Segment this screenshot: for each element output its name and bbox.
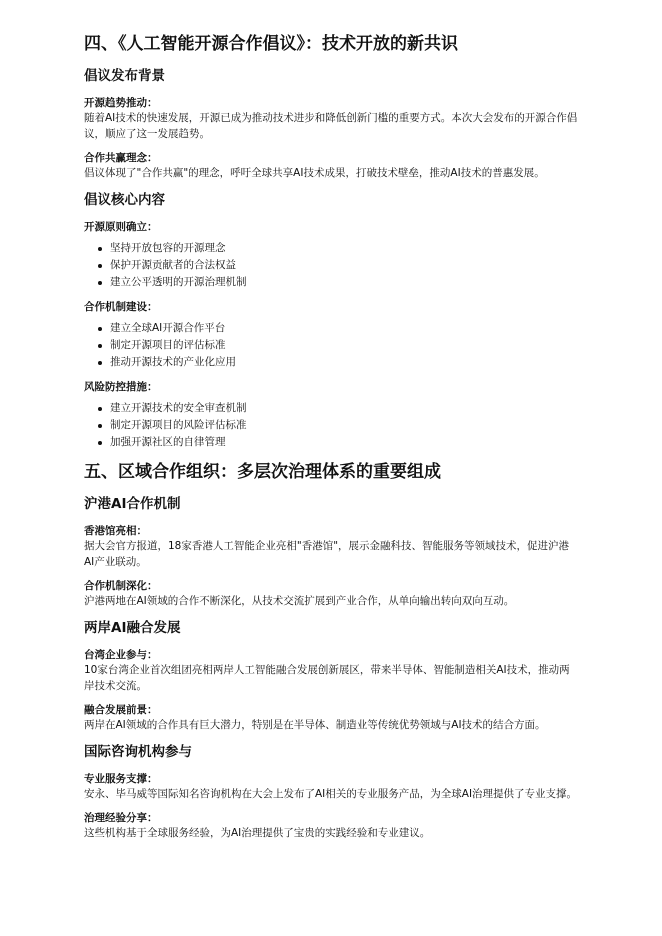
bullet-list [84,320,578,371]
section-5-title: 五、区域合作组织：多层次治理体系的重要组成 [84,462,441,482]
item-label: 台湾企业参与： [84,649,158,661]
group-label: 合作机制建设： [84,301,158,313]
subsection-background-heading: 倡议发布背景 [84,68,165,84]
group-label: 风险防控措施： [84,381,158,393]
subsection-intl-heading: 国际咨询机构参与 [84,744,192,760]
item-label: 合作机制深化： [84,580,158,592]
subsection-core-heading: 倡议核心内容 [84,192,165,208]
item-text: 10家台湾企业首次组团亮相两岸人工智能融合发展创新展区，带来半导体、智能制造相关AI技术，推动两岸技术交流。 [84,664,570,692]
list-item: 制定开源项目的评估标准 [98,337,578,354]
bullet-list [84,400,578,451]
item-text: 这些机构基于全球服务经验，为AI治理提供了宝贵的实践经验和专业建议。 [84,827,431,839]
item-text: 据大会官方报道，18家香港人工智能企业亮相"香港馆"，展示金融科技、智能服务等领域技术，促进沪港AI产业联动。 [84,540,570,568]
item-label: 治理经验分享： [84,812,158,824]
list-item: 建立开源技术的安全审查机制 [98,400,578,417]
item-label: 香港馆亮相： [84,525,147,537]
group-label: 开源原则确立： [84,221,158,233]
item-text: 两岸在AI领域的合作具有巨大潜力，特别是在半导体、制造业等传统优势领域与AI技术的结合方面。 [84,719,546,731]
list-item: 推动开源技术的产业化应用 [98,354,578,371]
subsection-hk-heading: 沪港AI合作机制 [84,496,181,512]
list-item: 建立公平透明的开源治理机制 [98,274,578,291]
item-text: 倡议体现了"合作共赢"的理念，呼吁全球共享AI技术成果，打破技术壁垒，推动AI技术的普惠发展。 [84,167,545,179]
item-label: 融合发展前景： [84,704,158,716]
bullet-list [84,240,578,291]
list-item: 加强开源社区的自律管理 [98,434,578,451]
subsection-tw-heading: 两岸AI融合发展 [84,620,181,636]
item-text: 安永、毕马威等国际知名咨询机构在大会上发布了AI相关的专业服务产品，为全球AI治理提供了专业支撑。 [84,788,578,800]
section-4-title: 四、《人工智能开源合作倡议》：技术开放的新共识 [84,34,458,54]
item-text: 随着AI技术的快速发展，开源已成为推动技术进步和降低创新门槛的重要方式。本次大会发布的开源合作倡议，顺应了这一发展趋势。 [84,112,578,140]
item-label: 专业服务支撑： [84,773,158,785]
list-item: 制定开源项目的风险评估标准 [98,417,578,434]
item-label: 开源趋势推动： [84,97,158,109]
list-item: 坚持开放包容的开源理念 [98,240,578,257]
list-item: 保护开源贡献者的合法权益 [98,257,578,274]
item-label: 合作共赢理念： [84,152,158,164]
list-item: 建立全球AI开源合作平台 [98,320,578,337]
item-text: 沪港两地在AI领域的合作不断深化，从技术交流扩展到产业合作，从单向输出转向双向互动。 [84,595,515,607]
